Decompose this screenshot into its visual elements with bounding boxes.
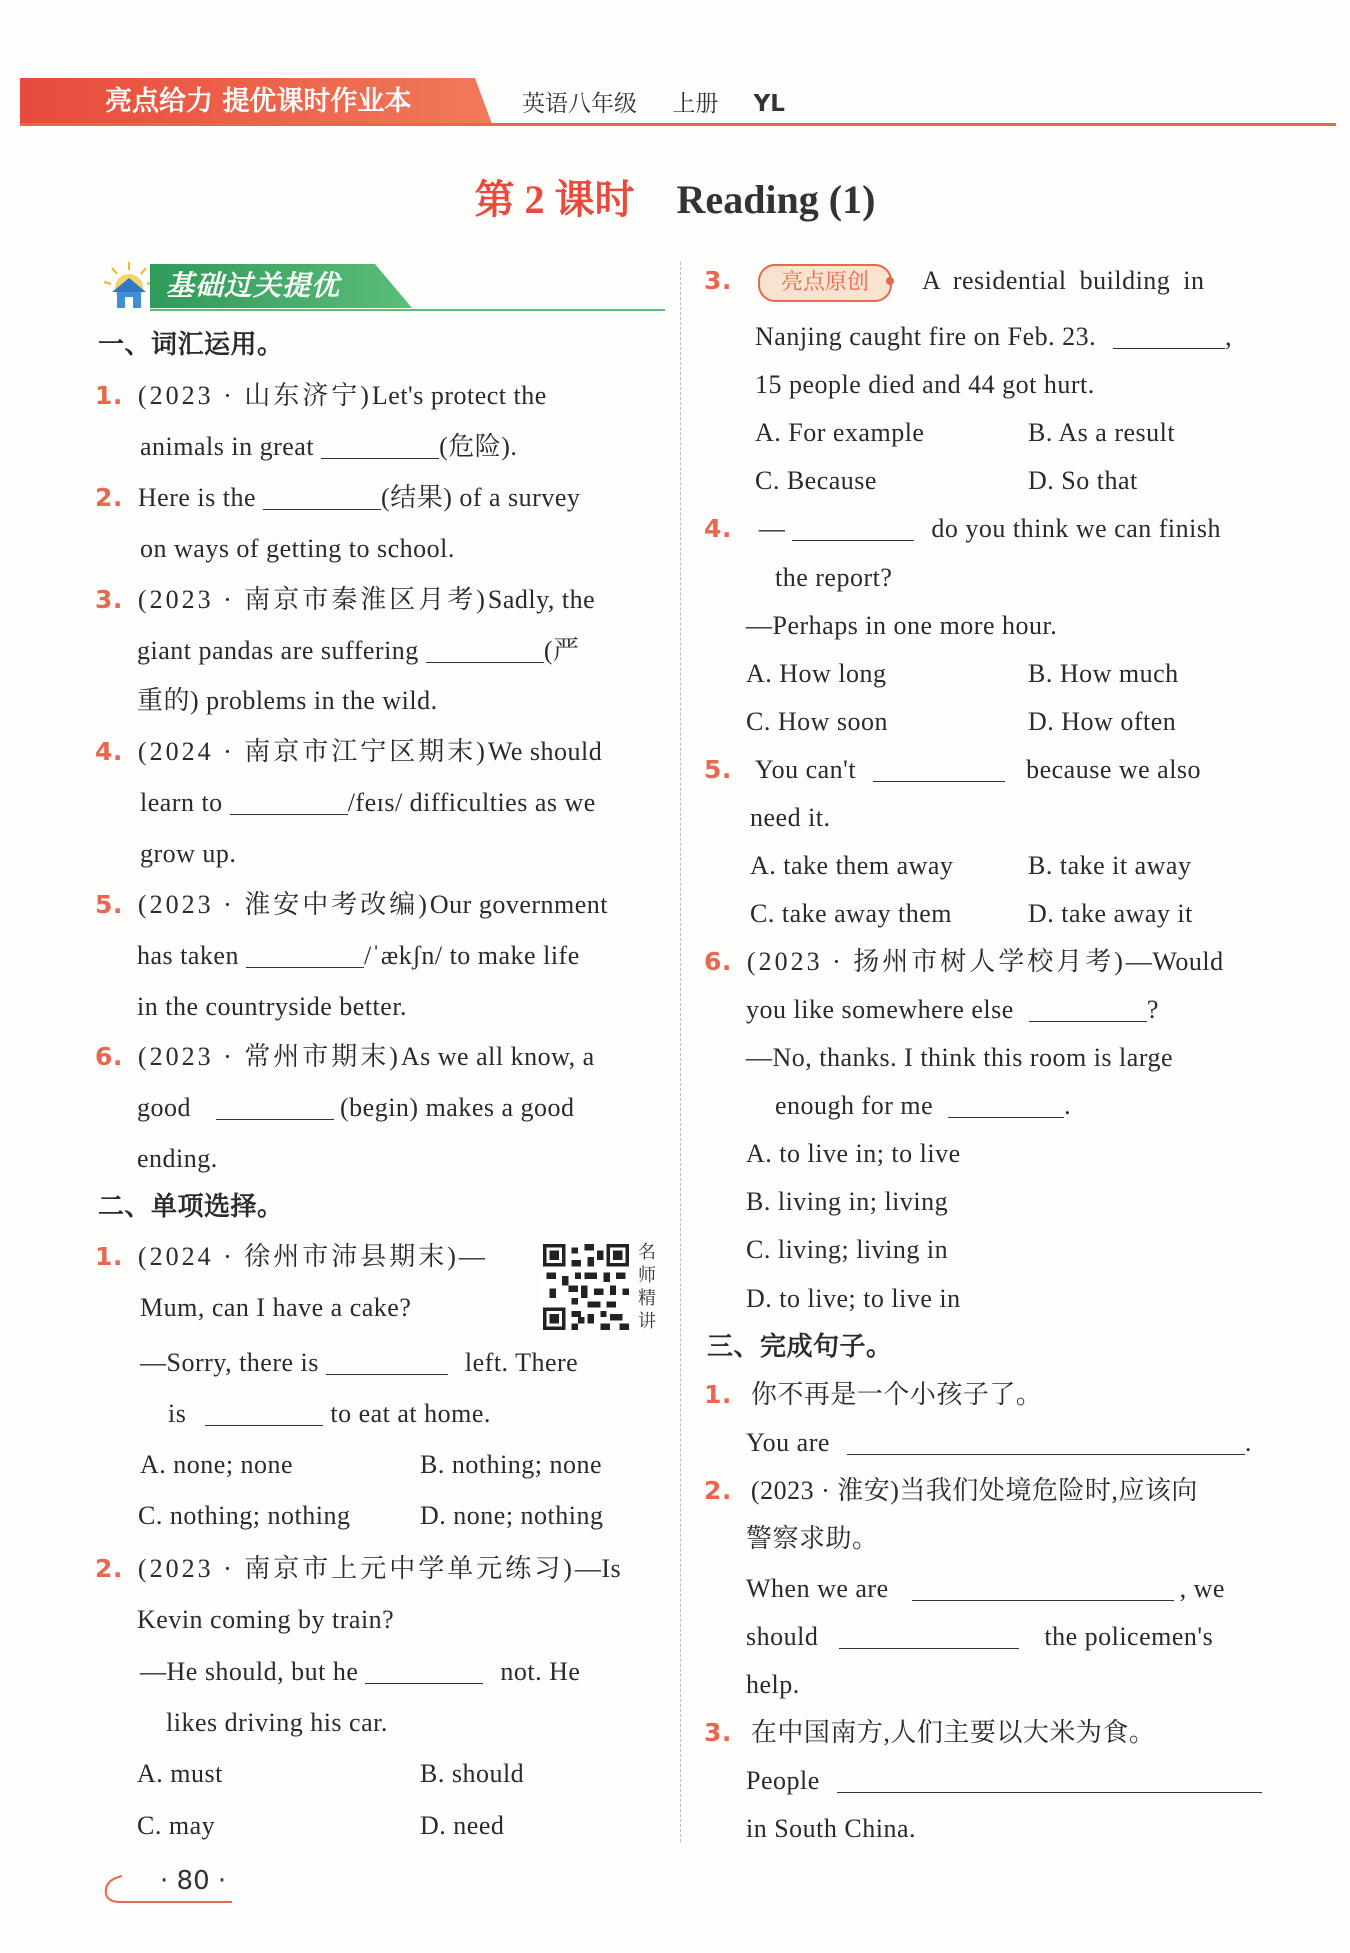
section-heading: 一、词汇运用。	[98, 330, 284, 360]
choice-question-6	[704, 945, 1224, 979]
lesson-number: 第 2 课时	[474, 177, 635, 222]
question-chinese: 你不再是一个小孩子了。	[750, 1380, 1043, 1409]
option-c[interactable]: C. living; living in	[746, 1235, 949, 1264]
vocab-question-5-line3: in the countryside better.	[137, 992, 408, 1021]
choice-question-1-line2: Mum, can I have a cake?	[140, 1293, 412, 1322]
question-number: 3.	[704, 266, 732, 295]
question-text: not. He	[500, 1657, 581, 1686]
answer-blank[interactable]	[246, 941, 364, 968]
question-text: —Would	[1125, 947, 1224, 976]
vocab-question-4-line3: grow up.	[140, 839, 237, 868]
question-text: People	[746, 1766, 820, 1795]
question-text: You can't	[754, 755, 857, 784]
question-source: (2023 · 南京市上元中学单元练习)	[137, 1554, 575, 1583]
question-text: —	[458, 1242, 486, 1271]
question-number: 6.	[704, 947, 732, 976]
tag-dot	[886, 277, 894, 285]
question-chinese: 在中国南方,人们主要以大米为食。	[750, 1718, 1156, 1747]
question-hint: (结果) of a survey	[381, 483, 581, 512]
vocab-question-6-line3: ending.	[137, 1144, 218, 1173]
option-a[interactable]: A. take them away	[750, 851, 954, 880]
question-number: 2.	[95, 483, 123, 512]
option-d[interactable]: D. to live; to live in	[746, 1284, 961, 1313]
header-info	[522, 86, 813, 122]
answer-blank[interactable]	[912, 1574, 1174, 1601]
qr-label: 名师精讲	[638, 1242, 656, 1332]
question-number: 1.	[95, 1242, 123, 1271]
question-source: (2023 · 南京市秦淮区月考)	[137, 585, 488, 614]
question-number: 2.	[95, 1554, 123, 1583]
sentence-question-2-line5: help.	[746, 1670, 800, 1699]
option-b[interactable]: B. take it away	[1028, 851, 1192, 880]
choice-question-1-line4	[168, 1397, 491, 1431]
question-number: 3.	[704, 1718, 732, 1747]
header-volume: 上册	[672, 91, 719, 117]
question-text: to eat at home.	[330, 1399, 491, 1428]
choice-question-2	[95, 1552, 621, 1586]
vocab-question-6	[95, 1040, 595, 1074]
question-text: Our government	[429, 890, 609, 919]
qr-code-icon[interactable]	[540, 1241, 632, 1333]
question-text: because we also	[1026, 755, 1202, 784]
question-source: (2024 · 南京市江宁区期末)	[137, 737, 488, 766]
option-c[interactable]: C. How soon	[746, 707, 889, 736]
question-number: 1.	[704, 1380, 732, 1409]
vocab-question-5-line2	[137, 939, 580, 973]
question-text: animals in great	[140, 432, 315, 461]
answer-blank[interactable]	[839, 1622, 1019, 1649]
sentence-question-3-line2	[746, 1764, 1262, 1798]
option-b[interactable]: B. living in; living	[746, 1187, 949, 1216]
question-text: You are	[746, 1428, 830, 1457]
question-text: —Is	[574, 1554, 622, 1583]
question-hint: (begin) makes a good	[340, 1093, 575, 1122]
answer-blank[interactable]	[230, 788, 348, 815]
vocab-question-6-line2	[137, 1091, 575, 1125]
question-text: Nanjing caught fire on Feb. 23.	[755, 322, 1097, 351]
choice-question-1-line3	[140, 1346, 578, 1380]
option-a[interactable]: A. to live in; to live	[746, 1139, 961, 1168]
question-text: We should	[487, 737, 603, 766]
sentence-question-3	[704, 1716, 1155, 1750]
question-text: left. There	[464, 1348, 579, 1377]
question-text: giant pandas are suffering	[137, 636, 419, 665]
choice-question-1	[95, 1240, 485, 1274]
question-text: When we are	[746, 1574, 889, 1603]
question-source: (2024 · 徐州市沛县期末)	[137, 1242, 459, 1271]
sentence-question-1	[704, 1378, 1042, 1412]
question-text: ,	[1225, 322, 1233, 351]
question-number: 2.	[704, 1476, 732, 1505]
question-source: (2023 · 淮安)	[750, 1476, 900, 1505]
question-text: you like somewhere else	[746, 995, 1014, 1024]
question-number: 5.	[95, 890, 123, 919]
header-rule	[20, 123, 1336, 126]
question-text: enough for me	[775, 1091, 934, 1120]
page-number: · 80 ·	[160, 1866, 227, 1896]
choice-question-6-line2	[746, 993, 1159, 1027]
choice-question-5-line2: need it.	[750, 803, 831, 832]
choice-question-3-line2	[755, 320, 1232, 354]
question-chinese: 当我们处境危险时,应该向	[899, 1476, 1198, 1505]
question-source: (2023 · 扬州市树人学校月考)	[746, 947, 1126, 976]
question-hint: (严	[543, 636, 580, 665]
sentence-question-2-line2: 警察求助。	[746, 1524, 879, 1553]
option-c[interactable]: C. may	[137, 1811, 216, 1840]
answer-blank[interactable]	[365, 1657, 483, 1684]
section-banner-label: 基础过关提优	[166, 269, 341, 302]
option-a[interactable]: A. none; none	[140, 1450, 294, 1479]
question-text: is	[168, 1399, 187, 1428]
vocab-question-5	[95, 888, 608, 922]
option-b[interactable]: B. As a result	[1028, 418, 1176, 447]
vocab-question-3-line3: 重的) problems in the wild.	[137, 686, 438, 715]
choice-question-6-line3: —No, thanks. I think this room is large	[746, 1043, 1174, 1072]
question-text: learn to	[140, 788, 223, 817]
question-number: 4.	[704, 514, 732, 543]
option-a[interactable]: A. must	[137, 1759, 223, 1788]
choice-question-4-line2: the report?	[775, 563, 893, 592]
answer-blank[interactable]	[216, 1093, 334, 1120]
option-d[interactable]: D. take away it	[1028, 899, 1193, 928]
lesson-topic: Reading (1)	[676, 177, 876, 222]
option-b[interactable]: B. nothing; none	[420, 1450, 603, 1479]
question-hint: /ˈækʃn/ to make life	[363, 941, 580, 970]
option-c[interactable]: C. nothing; nothing	[138, 1501, 351, 1530]
choice-question-5	[704, 753, 1201, 787]
option-c[interactable]: C. Because	[755, 466, 877, 495]
answer-blank[interactable]	[873, 755, 1005, 782]
question-text: Sadly, the	[487, 585, 596, 614]
question-number: 6.	[95, 1042, 123, 1071]
question-text: Let's protect the	[371, 381, 547, 410]
question-text: the policemen's	[1044, 1622, 1214, 1651]
section-heading: 三、完成句子。	[707, 1332, 893, 1362]
answer-blank[interactable]	[426, 636, 544, 663]
page-title	[0, 168, 1350, 225]
option-b[interactable]: B. How much	[1028, 659, 1179, 688]
option-c[interactable]: C. take away them	[750, 899, 952, 928]
question-text: has taken	[137, 941, 239, 970]
column-divider	[680, 262, 682, 1842]
vocab-question-3	[95, 583, 595, 617]
option-b[interactable]: B. should	[420, 1759, 525, 1788]
answer-blank[interactable]	[1113, 322, 1225, 349]
question-text: , we	[1179, 1574, 1225, 1603]
option-a[interactable]: A. For example	[755, 418, 925, 447]
question-number: 4.	[95, 737, 123, 766]
header-brand: 亮点给力 提优课时作业本	[105, 86, 412, 117]
option-a[interactable]: A. How long	[746, 659, 887, 688]
answer-blank[interactable]	[263, 483, 381, 510]
question-number: 1.	[95, 381, 123, 410]
vocab-question-2-line2: on ways of getting to school.	[140, 534, 455, 563]
question-text: do you think we can finish	[931, 514, 1221, 543]
choice-question-2-line4: likes driving his car.	[166, 1708, 388, 1737]
answer-blank[interactable]	[837, 1766, 1262, 1793]
question-text: ?	[1146, 995, 1159, 1024]
sentence-question-1-line2	[746, 1426, 1252, 1460]
choice-question-4	[704, 512, 1221, 546]
sentence-question-2-line4	[746, 1620, 1213, 1654]
vocab-question-1	[95, 379, 547, 413]
question-text: —He should, but he	[140, 1657, 359, 1686]
question-text: As we all know, a	[400, 1042, 595, 1071]
choice-question-2-line3	[140, 1655, 580, 1689]
sentence-question-2	[704, 1474, 1198, 1508]
question-source: (2023 · 淮安中考改编)	[137, 890, 430, 919]
choice-question-6-line4	[775, 1089, 1071, 1123]
option-d[interactable]: D. So that	[1028, 466, 1138, 495]
answer-blank[interactable]	[321, 432, 439, 459]
answer-blank[interactable]	[205, 1399, 323, 1426]
vocab-question-4	[95, 735, 602, 769]
banner-rule	[150, 309, 665, 311]
question-text: should	[746, 1622, 819, 1651]
choice-question-3: A residential building in	[922, 266, 1205, 295]
option-d[interactable]: D. need	[420, 1811, 505, 1840]
question-text: Here is the	[137, 483, 257, 512]
choice-question-2-line2: Kevin coming by train?	[137, 1605, 395, 1634]
answer-blank[interactable]	[1029, 995, 1147, 1022]
vocab-question-4-line2	[140, 786, 596, 820]
sentence-question-3-line3: in South China.	[746, 1814, 917, 1843]
original-tag: 亮点原创	[758, 264, 892, 302]
question-hint: (危险).	[439, 432, 518, 461]
header-edition: YL	[753, 91, 785, 117]
vocab-question-2	[95, 481, 580, 515]
choice-question-3-line3: 15 people died and 44 got hurt.	[755, 370, 1095, 399]
question-text: good	[137, 1093, 191, 1122]
question-text: —Sorry, there is	[140, 1348, 319, 1377]
option-d[interactable]: D. How often	[1028, 707, 1177, 736]
question-text: .	[1244, 1428, 1252, 1457]
question-source: (2023 · 山东济宁)	[137, 381, 372, 410]
question-number: 5.	[704, 755, 732, 784]
header-subject: 英语八年级	[522, 91, 637, 117]
vocab-question-3-line2	[137, 634, 579, 668]
question-text: —	[758, 514, 786, 543]
answer-blank[interactable]	[792, 514, 914, 541]
choice-question-4-line3: —Perhaps in one more hour.	[746, 611, 1058, 640]
answer-blank[interactable]	[847, 1428, 1245, 1455]
vocab-question-1-line2	[140, 430, 517, 464]
question-hint: /feɪs/ difficulties as we	[347, 788, 596, 817]
question-text: .	[1064, 1091, 1072, 1120]
question-number: 3.	[95, 585, 123, 614]
question-source: (2023 · 常州市期末)	[137, 1042, 401, 1071]
option-d[interactable]: D. none; nothing	[420, 1501, 604, 1530]
answer-blank[interactable]	[948, 1091, 1064, 1118]
section-heading: 二、单项选择。	[98, 1192, 284, 1222]
sentence-question-2-line3	[746, 1572, 1225, 1606]
answer-blank[interactable]	[326, 1348, 448, 1375]
